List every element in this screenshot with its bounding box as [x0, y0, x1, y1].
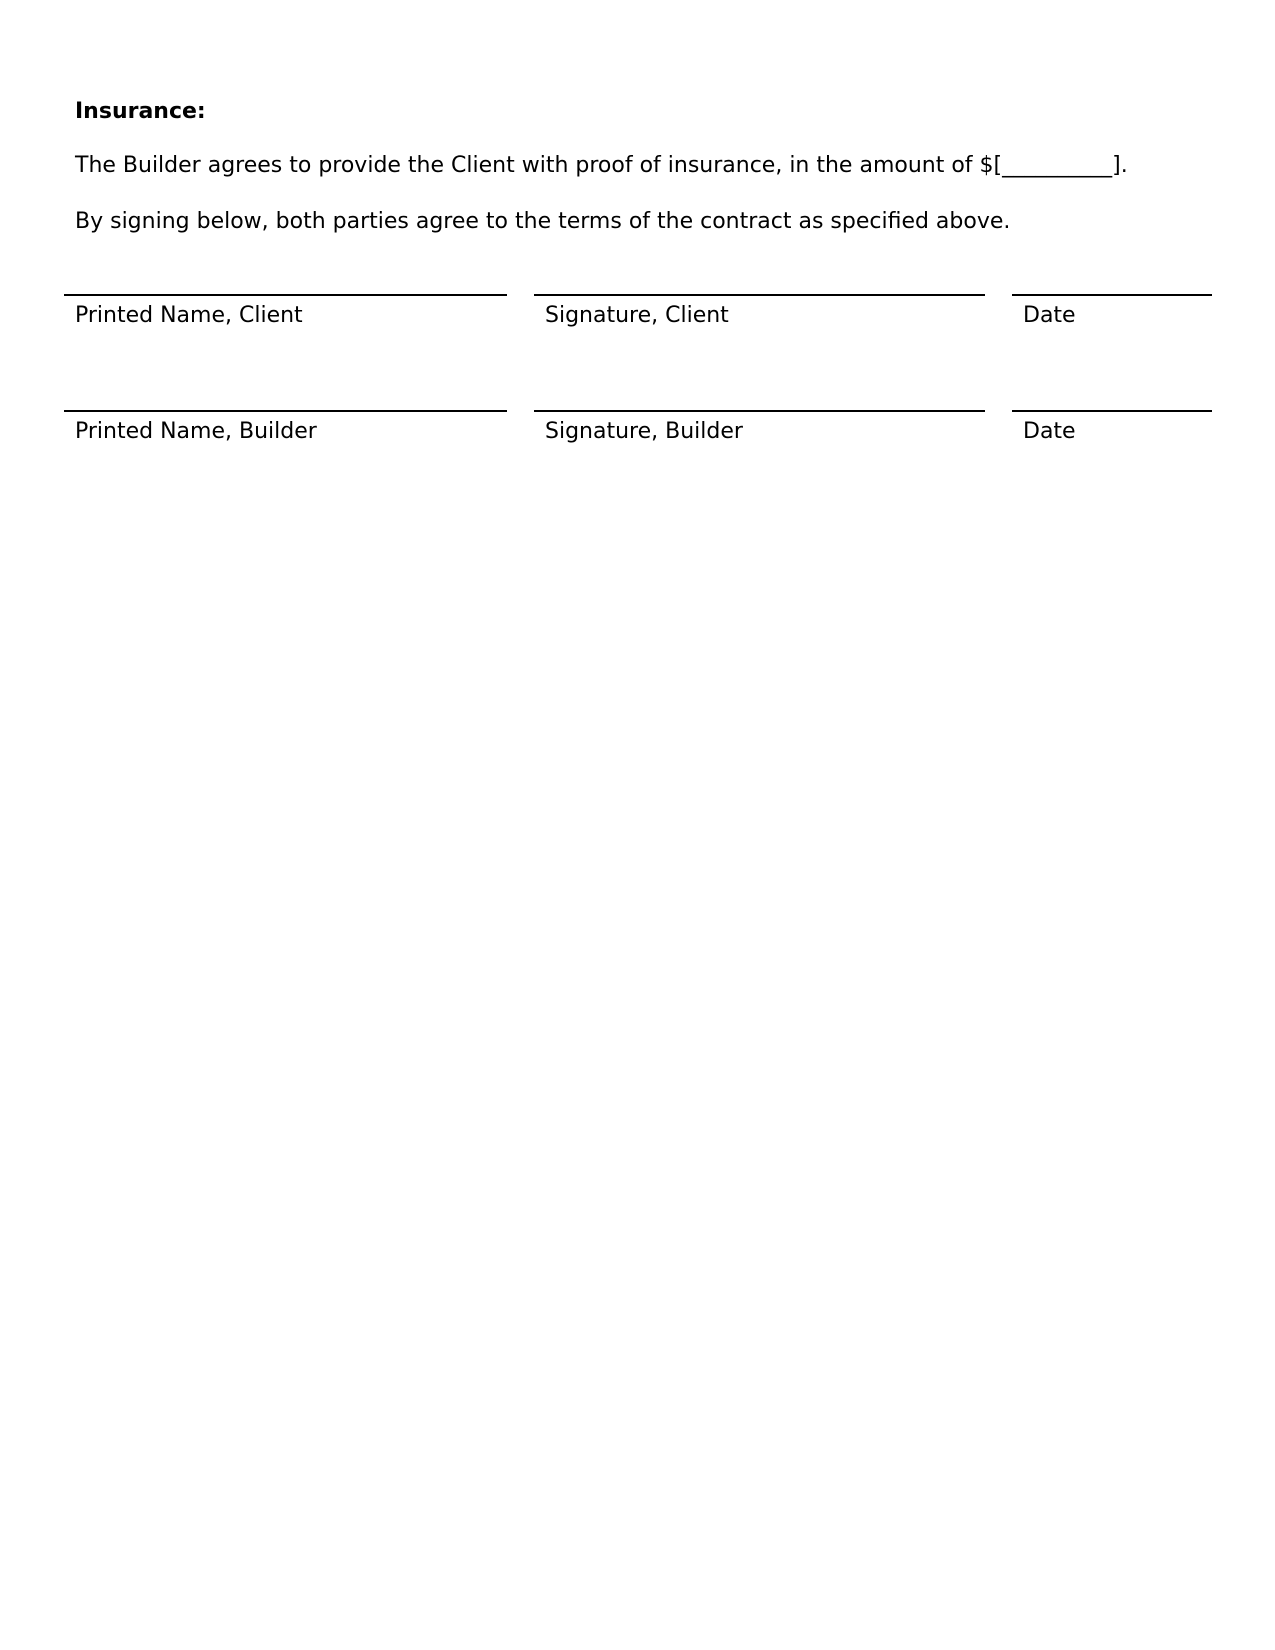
signature-line	[534, 410, 985, 412]
builder-signature-label: Signature, Builder	[545, 419, 743, 444]
client-signature-label: Signature, Client	[545, 303, 729, 328]
client-date-label: Date	[1023, 303, 1076, 328]
agreement-paragraph: By signing below, both parties agree to the terms of the contract as specified above.	[75, 209, 1011, 234]
signature-line	[64, 410, 507, 412]
builder-date-label: Date	[1023, 419, 1076, 444]
signature-line	[64, 294, 507, 296]
builder-printed-name-label: Printed Name, Builder	[75, 419, 317, 444]
client-printed-name-label: Printed Name, Client	[75, 303, 303, 328]
insurance-paragraph: The Builder agrees to provide the Client with proof of insurance, in the amount of $[__________].	[75, 153, 1128, 178]
signature-line	[1012, 294, 1212, 296]
signature-line	[1012, 410, 1212, 412]
section-heading: Insurance:	[75, 99, 206, 124]
signature-line	[534, 294, 985, 296]
